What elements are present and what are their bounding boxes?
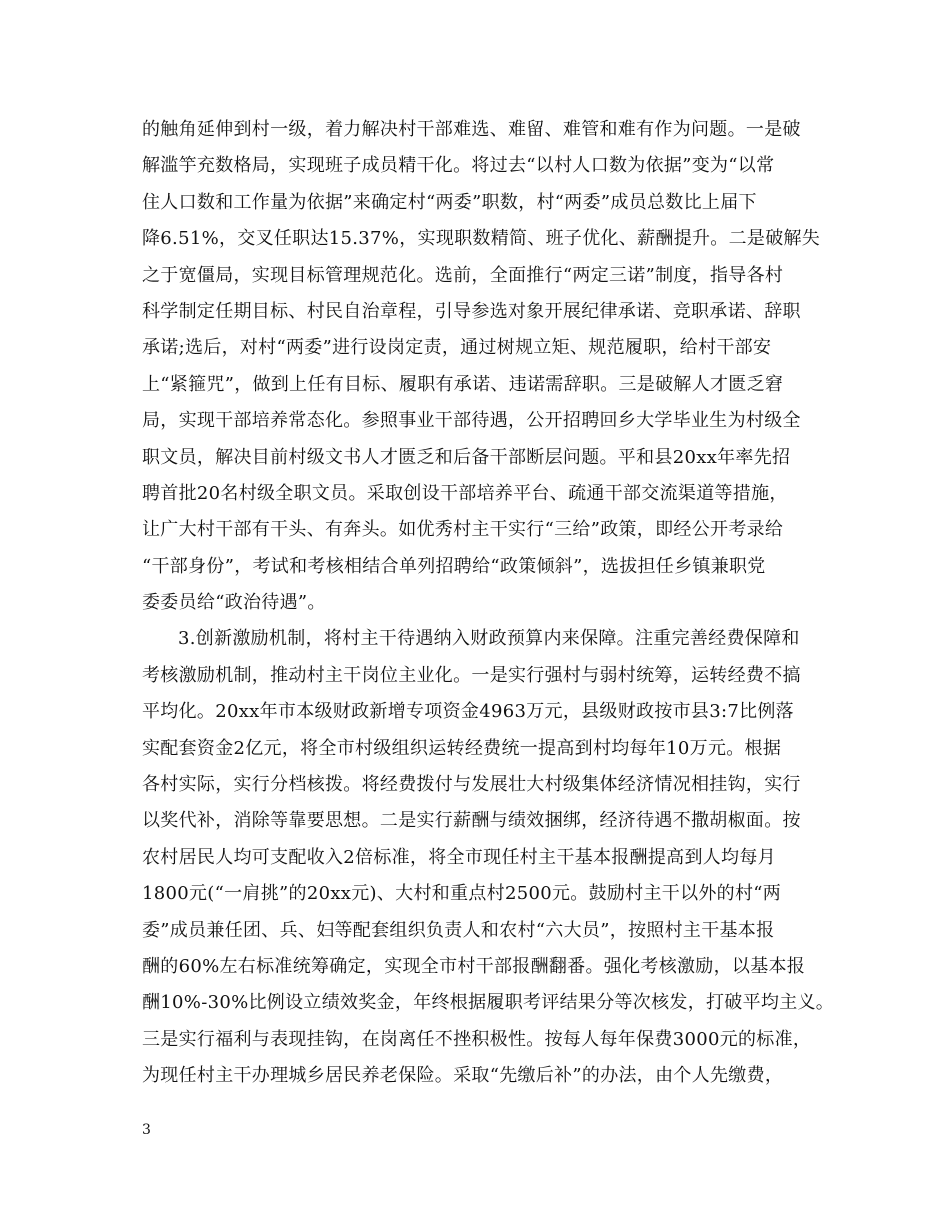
text-line: 之于宽僵局，实现目标管理规范化。选前，全面推行“两定三诺”制度，指导各村 <box>142 264 784 286</box>
text-line: 委委员给“政治待遇”。 <box>142 592 326 614</box>
text-line: 解滥竽充数格局，实现班子成员精干化。将过去“以村人口数为依据”变为“以常 <box>142 155 775 177</box>
text-line: 农村居民人均可支配收入2倍标准，将全市现任村主干基本报酬提高到人均每月 <box>142 846 776 868</box>
paragraph-start-line: 3.创新激励机制，将村主干待遇纳入财政预算内来保障。注重完善经费保障和 <box>178 628 800 650</box>
text-line: 考核激励机制，推动村主干岗位主业化。一是实行强村与弱村统筹，运转经费不搞 <box>142 664 801 686</box>
text-line: 以奖代补，消除等靠要思想。二是实行薪酬与绩效捆绑，经济待遇不撒胡椒面。按 <box>142 810 801 832</box>
text-line: 局，实现干部培养常态化。参照事业干部待遇，公开招聘回乡大学毕业生为村级全 <box>142 410 801 432</box>
text-line: 让广大村干部有干头、有奔头。如优秀村主干实行“三给”政策，即经公开考录给 <box>142 519 784 541</box>
text-line: 为现任村主干办理城乡居民养老保险。采取“先缴后补”的办法，由个人先缴费， <box>142 1065 784 1087</box>
page-number: 3 <box>142 1122 151 1138</box>
text-line: 1800元(“一肩挑”的20xx元)、大村和重点村2500元。鼓励村主干以外的村“两 <box>142 883 782 905</box>
text-line: 委”成员兼任团、兵、妇等配套组织负责人和农村“六大员”，按照村主干基本报 <box>142 919 775 941</box>
body-text <box>142 112 835 1095</box>
text-line: 实配套资金2亿元，将全市村级组织运转经费统一提高到村均每年10万元。根据 <box>142 737 782 759</box>
text-line: 住人口数和工作量为依据”来确定村“两委”职数，村“两委”成员总数比上届下 <box>142 191 757 213</box>
text-line: 聘首批20名村级全职文员。采取创设干部培养平台、疏通干部交流渠道等措施， <box>142 482 788 504</box>
text-line: 酬10%-30%比例设立绩效奖金，年终根据履职考评结果分等次核发，打破平均主义。 <box>142 992 835 1014</box>
text-line: 的触角延伸到村一级，着力解决村干部难选、难留、难管和难有作为问题。一是破 <box>142 119 801 140</box>
text-line: 酬的60%左右标准统筹确定，实现全市村干部报酬翻番。强化考核激励，以基本报 <box>142 955 806 977</box>
text-line: 各村实际，实行分档核拨。将经费拨付与发展壮大村级集体经济情况相挂钩，实行 <box>142 774 801 796</box>
text-line: “干部身份”，考试和考核相结合单列招聘给“政策倾斜”，选拔担任乡镇兼职党 <box>142 555 766 577</box>
text-line: 承诺;选后，对村“两委”进行设岗定责，通过树规立矩、规范履职，给村干部安 <box>142 337 772 359</box>
text-line: 上“紧箍咒”，做到上任有目标、履职有承诺、违诺需辞职。三是破解人才匮乏窘 <box>142 373 784 395</box>
text-line: 三是实行福利与表现挂钩，在岗离任不挫积极性。按每人每年保费3000元的标准， <box>142 1028 812 1050</box>
text-line: 职文员，解决目前村级文书人才匮乏和后备干部断层问题。平和县20xx年率先招 <box>142 446 791 468</box>
text-line: 降6.51%，交叉任职达15.37%，实现职数精简、班子优化、薪酬提升。二是破解失 <box>142 228 821 250</box>
text-line: 平均化。20xx年市本级财政新增专项资金4963万元，县级财政按市县3:7比例落 <box>142 701 794 723</box>
text-line: 科学制定任期目标、村民自治章程，引导参选对象开展纪律承诺、竞职承诺、辞职 <box>142 300 801 322</box>
